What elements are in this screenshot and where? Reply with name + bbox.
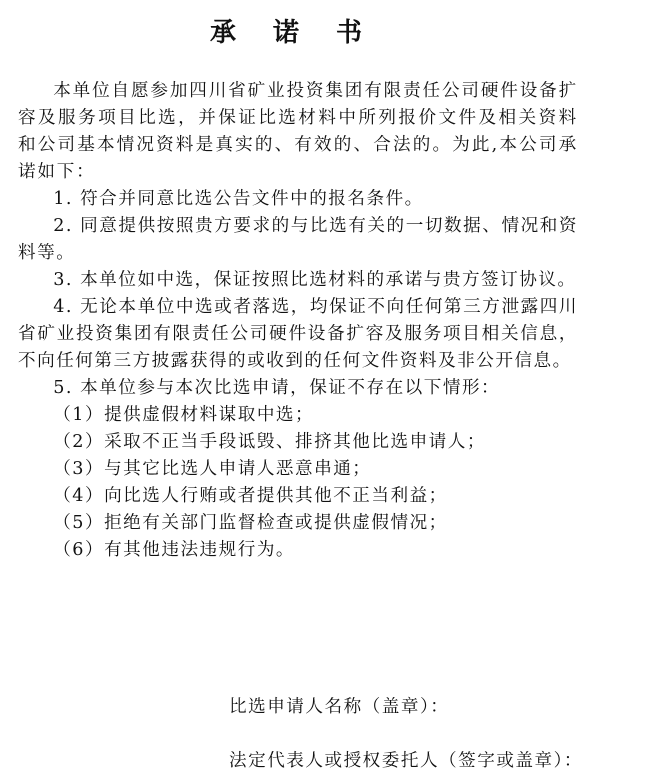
subitem-1: （1）提供虚假材料谋取中选；	[53, 405, 315, 425]
document-body	[18, 78, 578, 564]
subitem-5: （5）拒绝有关部门监督检查或提供虚假情况；	[53, 513, 448, 533]
document-title: 承 诺 书	[209, 18, 377, 48]
subitem-3: （3）与其它比选人申请人恶意串通；	[53, 459, 372, 479]
commitment-item-2: 2. 同意提供按照贵方要求的与比选有关的一切数据、情况和资料等。	[18, 216, 578, 263]
subitem-4: （4）向比选人行贿或者提供其他不正当利益；	[53, 486, 448, 506]
applicant-name-label: 比选申请人名称（盖章）：	[229, 697, 450, 717]
subitem-6: （6）有其他违法违规行为。	[53, 540, 296, 560]
commitment-item-1: 1. 符合并同意比选公告文件中的报名条件。	[53, 189, 424, 209]
subitem-2: （2）采取不正当手段诋毁、排挤其他比选申请人；	[53, 432, 486, 452]
commitment-item-3: 3. 本单位如中选，保证按照比选材料的承诺与贵方签订协议。	[53, 270, 577, 290]
commitment-item-5: 5. 本单位参与本次比选申请，保证不存在以下情形：	[53, 378, 501, 398]
commitment-item-4: 4. 无论本单位中选或者落选，均保证不向任何第三方泄露四川省矿业投资集团有限责任公司硬件设备扩容及服务项目相关信息，不向任何第三方披露获得的或收到的任何文件资料及非公开信息。	[18, 297, 578, 371]
intro-paragraph: 本单位自愿参加四川省矿业投资集团有限责任公司硬件设备扩容及服务项目比选，并保证比选材料中所列报价文件及相关资料和公司基本情况资料是真实的、有效的、合法的。为此,本公司承诺如下：	[18, 81, 578, 182]
representative-label: 法定代表人或授权委托人（签字或盖章）：	[229, 751, 583, 771]
